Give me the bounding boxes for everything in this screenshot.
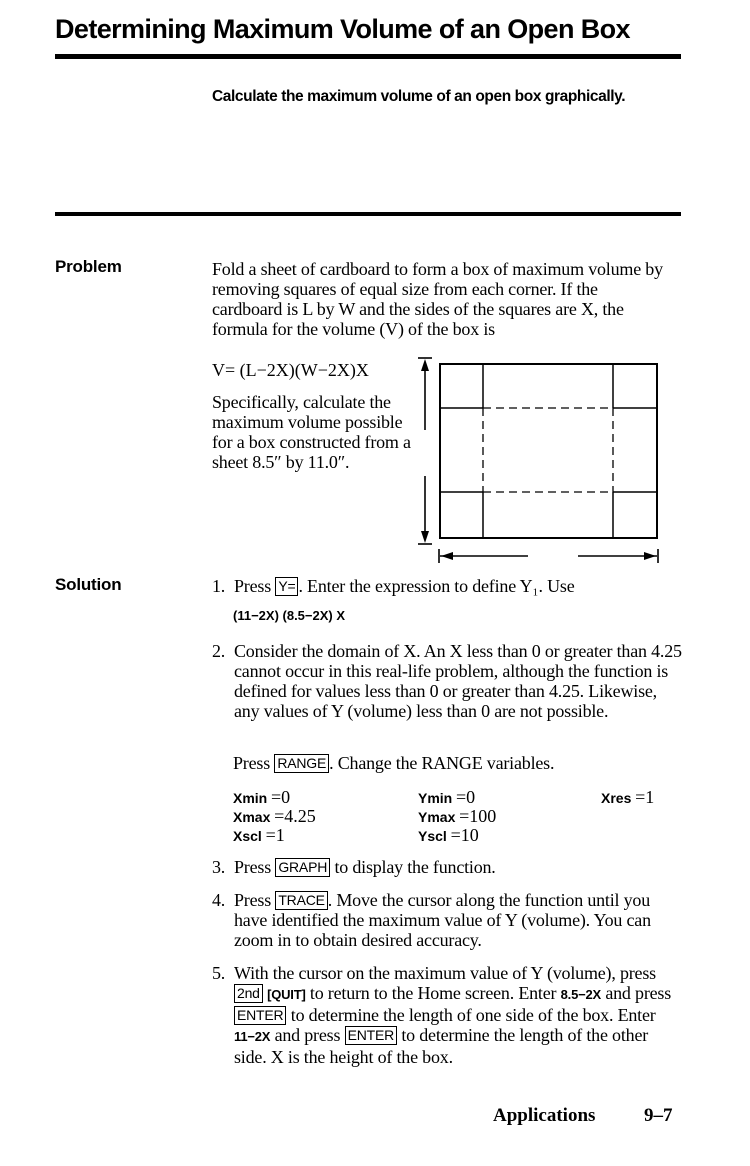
enter-key: ENTER bbox=[234, 1006, 286, 1025]
problem-paragraph: Fold a sheet of cardboard to form a box of maximum volume by removing squares of equal size from each corner. If the cardboard is L by W and the sides of the squares are X, the formula for the volume (V) of the box is bbox=[212, 259, 663, 339]
range-ymin: Ymin =0 bbox=[418, 787, 476, 807]
box-diagram bbox=[410, 356, 666, 564]
range-ymax: Ymax =100 bbox=[418, 806, 497, 826]
arrow-left-icon bbox=[441, 552, 453, 560]
range-xmin: Xmin =0 bbox=[233, 787, 291, 807]
enter-key: ENTER bbox=[345, 1026, 397, 1045]
range-xres: Xres =1 bbox=[601, 787, 655, 807]
length-expression: 8.5−2X bbox=[560, 987, 602, 1002]
page-subtitle: Calculate the maximum volume of an open box graphically. bbox=[212, 88, 626, 105]
arrow-down-icon bbox=[421, 531, 429, 543]
arrow-right-icon bbox=[644, 552, 656, 560]
range-yscl: Yscl =10 bbox=[418, 825, 479, 845]
section-rule bbox=[55, 212, 681, 216]
volume-formula: V= (L−2X)(W−2X)X bbox=[212, 360, 369, 380]
problem-specifics: Specifically, calculate the maximum volume possible for a box constructed from a sheet 8.5″ by 11.0″. bbox=[212, 392, 411, 472]
width-expression: 11−2X bbox=[234, 1029, 271, 1044]
trace-key: TRACE bbox=[275, 891, 327, 910]
arrow-up-icon bbox=[421, 359, 429, 371]
y1-expression: (11−2X) (8.5−2X) X bbox=[233, 608, 346, 623]
quit-key-label: [QUIT] bbox=[267, 987, 306, 1002]
second-key: 2nd bbox=[234, 984, 263, 1003]
solution-label: Solution bbox=[55, 575, 122, 594]
page-title: Determining Maximum Volume of an Open Box bbox=[55, 14, 630, 44]
range-xmax: Xmax =4.25 bbox=[233, 806, 316, 826]
problem-label: Problem bbox=[55, 257, 122, 276]
footer-section-name: Applications bbox=[493, 1105, 596, 1126]
y-equals-key: Y= bbox=[275, 577, 298, 596]
range-xscl: Xscl =1 bbox=[233, 825, 285, 845]
range-instruction: Press RANGE . Change the RANGE variables. bbox=[233, 753, 555, 773]
title-rule bbox=[55, 54, 681, 59]
footer-page-number: 9–7 bbox=[644, 1105, 673, 1126]
graph-key: GRAPH bbox=[275, 858, 330, 877]
cardboard-outline bbox=[440, 364, 657, 538]
range-key: RANGE bbox=[274, 754, 329, 773]
